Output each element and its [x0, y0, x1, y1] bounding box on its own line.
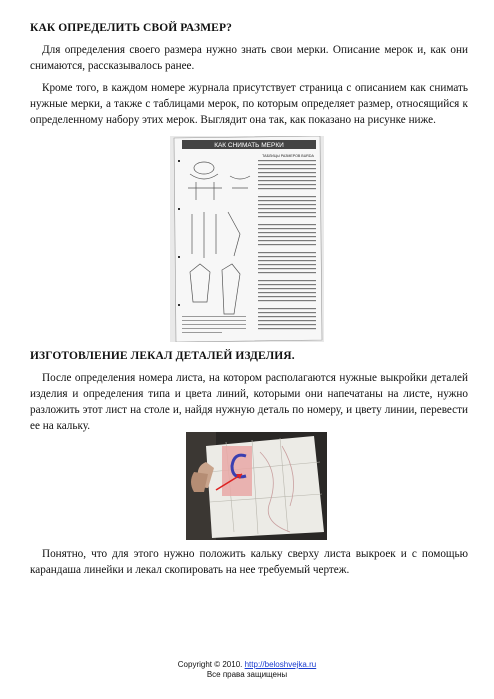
paragraph-magazine-page: Кроме того, в каждом номере журнала присутствует страница с описанием как снимать нужные мерки, а также с таблицами мерок, по которым определяет размер, относящийся к определенному набору этих мерок. Выглядит она так, как показано на рисунке ниже. [30, 82, 468, 126]
page-footer [0, 660, 494, 680]
section-title-patterns: ИЗГОТОВЛЕНИЕ ЛЕКАЛ ДЕТАЛЕЙ ИЗДЕЛИЯ. [30, 350, 295, 362]
footer-copyright-line [0, 660, 494, 670]
site-link[interactable]: http://beloshvejka.ru [244, 660, 317, 669]
magazine-measurements-page-image [170, 136, 324, 342]
paragraph-measurements: Для определения своего размера нужно знать свои мерки. Описание мерок и, как они снимаются, рассказывалось ранее. [30, 44, 468, 72]
pattern-sheet-photo [186, 432, 327, 540]
figure-table-title: ТАБЛИЦЫ РАЗМЕРОВ BURDA [262, 154, 314, 158]
rights-reserved-text: Все права защищены [206, 670, 288, 679]
paragraph-copy-drawing: Понятно, что для этого нужно положить кальку сверху листа выкроек и с помощью карандаша линейки и лекал скопировать на нее требуемый чертеж. [30, 548, 468, 576]
copyright-text: Copyright © 2010. [177, 660, 243, 669]
section-title-size: КАК ОПРЕДЕЛИТЬ СВОЙ РАЗМЕР? [30, 22, 232, 34]
paragraph-tracing: После определения номера листа, на котором располагаются нужные выкройки деталей изделия и определения типа и цвета линий, которыми они напечатаны на листе, нужно разложить этот лист на столе и, найдя нужную деталь по номеру, и цвету линии, перевести ее на кальку. [30, 372, 468, 432]
figure-header-text: КАК СНИМАТЬ МЕРКИ [214, 142, 284, 149]
